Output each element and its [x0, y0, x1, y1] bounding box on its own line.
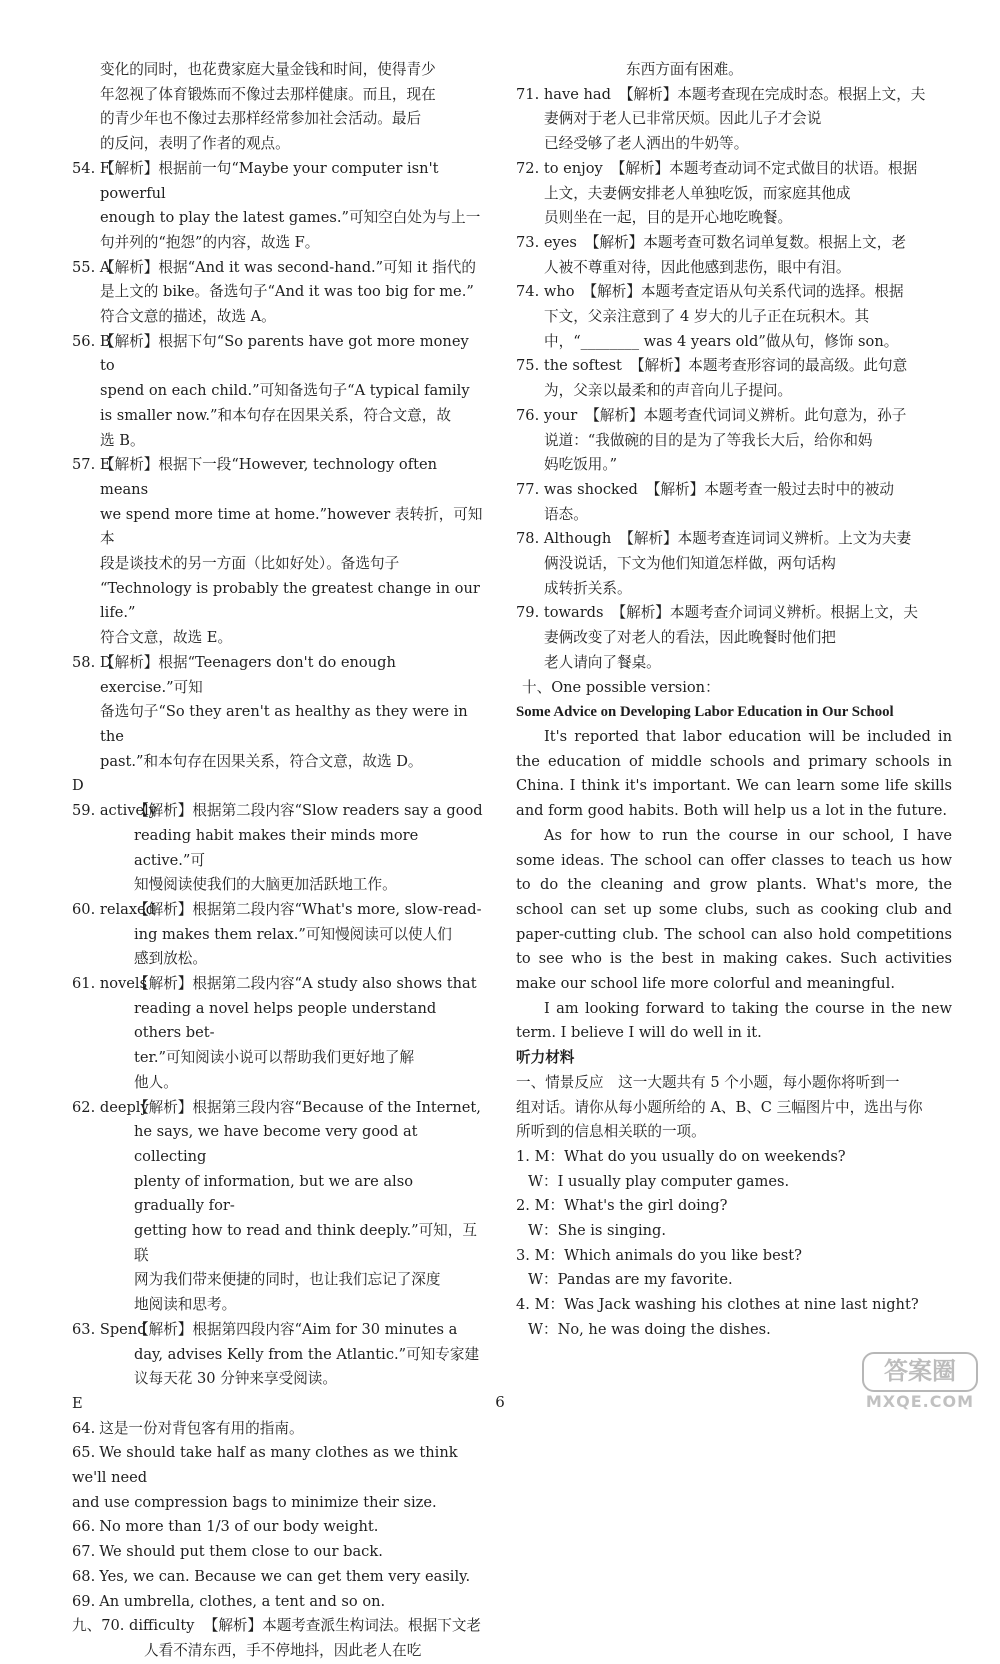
text-line: 【解析】根据“Teenagers don't do enough exercise.”可知: [100, 653, 396, 696]
listening-intro: [516, 1071, 952, 1145]
watermark-logo: [858, 1352, 978, 1412]
text-line: 中，“________ was 4 years old”做从句，修饰 son。: [544, 332, 899, 350]
text-line: 感到放松。: [134, 950, 207, 968]
text-line: we spend more time at home.”however 表转折，可知本: [100, 505, 483, 548]
text-line: is smaller now.”和本句存在因果关系，符合文意，故: [100, 406, 451, 424]
answer-53-continuation: [72, 58, 486, 157]
answer-item: [72, 1590, 486, 1615]
text-line: 一、情景反应 这一大题共有 5 个小题，每小题你将听到一: [516, 1073, 900, 1091]
essay-body: [516, 725, 952, 1046]
dialogues: [516, 1145, 952, 1343]
answer-item: [72, 157, 486, 256]
answer-number: 76. your: [516, 406, 578, 424]
answer-first-line: [516, 601, 952, 626]
answer-number: 60. relaxed: [72, 900, 156, 918]
answer-first-line: [516, 527, 952, 552]
answer-number: 69.: [72, 1592, 96, 1610]
text-line: 【解析】本题考查一般过去时中的被动: [645, 480, 894, 498]
dialogue-answer: W：I usually play computer games.: [528, 1172, 790, 1190]
text-line: 变化的同时，也花费家庭大量金钱和时间，使得青少: [100, 61, 436, 78]
text-line: 【解析】本题考查形容词的最高级。此句意: [629, 357, 908, 375]
essay-paragraph: As for how to run the course in our school, I have some ideas. The school can offer classes to teach us how to do the cleaning and grow plants. What's more, the school can set up some clubs, such as cooking club and paper-cutting club. The school can also hold competitions to see who is the best in making cakes. Such activities make our school life more colorful and meaningful.: [516, 826, 952, 993]
answer-number: 79. towards: [516, 604, 604, 622]
section-heading-e: E: [72, 1394, 83, 1412]
text-line: 知慢阅读使我们的大脑更加活跃地工作。: [134, 876, 397, 894]
answer-70: [72, 1614, 486, 1663]
text-line: 妈吃饭用。”: [544, 456, 618, 474]
text-line: 这是一份对背包客有用的指南。: [99, 1419, 304, 1437]
answer-item: [72, 1540, 486, 1565]
essay-paragraph: It's reported that labor education will be included in the education of middle schools and primary schools in China. I think it's important. We can learn some life skills and form good habits. Both will help us a lot in the future.: [516, 727, 952, 820]
answer-number: 77. was shocked: [516, 480, 638, 498]
answer-item: [72, 972, 486, 1096]
answer-item: [72, 799, 486, 898]
text-line: 成转折关系。: [544, 579, 632, 597]
answer-first-line: [516, 404, 952, 429]
text-line: 【解析】根据第二段内容“A study also shows that: [134, 975, 477, 993]
text-line: 【解析】本题考查现在完成时态。根据上文，夫: [618, 85, 926, 103]
answer-first-line: [516, 478, 952, 503]
answer-number: 71. have had: [516, 85, 611, 103]
answer-number: 55. A: [72, 258, 111, 276]
text-line: 说道：“我做碗的目的是为了等我长大后，给你和妈: [544, 431, 873, 449]
text-line: 【解析】根据“And it was second-hand.”可知 it 指代的: [100, 258, 476, 276]
answers-54-58: [72, 157, 486, 775]
text-line: 员则坐在一起，目的是开心地吃晚餐。: [544, 209, 793, 227]
answer-number: 62. deeply: [72, 1098, 149, 1116]
text-line: 网为我们带来便捷的同时，也让我们忘记了深度: [134, 1271, 441, 1289]
text-line: “Technology is probably the greatest change in our life.”: [100, 579, 480, 622]
text-line: 年忽视了体育锻炼而不像过去那样健康。而且，现在: [100, 85, 436, 103]
text-line: reading habit makes their minds more active.”可: [134, 826, 419, 869]
answer-number: 九、70. difficulty: [72, 1617, 195, 1635]
section-heading-d: D: [72, 777, 84, 795]
dialogue-question: 4. M：Was Jack washing his clothes at nine last night?: [516, 1296, 919, 1314]
answer-item: [72, 453, 486, 651]
dialogue-question: 1. M：What do you usually do on weekends?: [516, 1147, 846, 1165]
text-line: 为，父亲以最柔和的声音向儿子提问。: [544, 382, 793, 400]
text-line: 【解析】本题考查代词词义辨析。此句意为，孙子: [585, 406, 907, 424]
text-line: 符合文意的描述，故选 A。: [100, 308, 276, 326]
text-line: 议每天花 30 分钟来享受阅读。: [134, 1370, 337, 1388]
dialogue-answer: W：Pandas are my favorite.: [528, 1271, 733, 1289]
answers-71-79: [516, 83, 952, 676]
text-line: 【解析】根据第二段内容“Slow readers say a good: [134, 802, 483, 820]
text-line: 人看不清东西，手不停地抖，因此老人在吃: [144, 1642, 422, 1659]
text-line: 俩没说话，下文为他们知道怎样做，两句话构: [544, 555, 836, 573]
text-line: ing makes them relax.”可知慢阅读可以使人们: [134, 925, 452, 943]
answer-item: [72, 1417, 486, 1442]
text-line: day, advises Kelly from the Atlantic.”可知专家建: [134, 1345, 480, 1363]
answer-item: [516, 478, 952, 527]
text-line: 【解析】根据下一段“However, technology often means: [100, 456, 438, 498]
answer-item: [516, 527, 952, 601]
answer-item: [516, 83, 952, 157]
left-column: [72, 58, 486, 1664]
page-number: 6: [495, 1393, 505, 1411]
text-line: 【解析】根据前一句“Maybe your computer isn't powerful: [100, 159, 439, 202]
right-column: [516, 58, 952, 1343]
answer-number: 56. B: [72, 332, 111, 350]
text-line: 的青少年也不像过去那样经常参加社会活动。最后: [100, 110, 422, 128]
answer-item: [72, 330, 486, 454]
answer-item: [72, 651, 486, 775]
text-line: he says, we have become very good at collecting: [134, 1123, 418, 1165]
text-line: 句并列的“抱怨”的内容，故选 F。: [100, 233, 320, 251]
text-line: 【解析】根据下句“So parents have got more money to: [100, 332, 469, 375]
text-line: We should take half as many clothes as we think we'll need: [72, 1444, 458, 1487]
dialogue-question: 3. M：Which animals do you like best?: [516, 1246, 802, 1264]
text-line: No more than 1/3 of our body weight.: [99, 1518, 379, 1536]
answer-item: [72, 256, 486, 330]
answer-number: 74. who: [516, 283, 575, 301]
answer-first-line: [516, 280, 952, 305]
text-line: 组对话。请你从每小题所给的 A、B、C 三幅图片中，选出与你: [516, 1098, 923, 1116]
answers-59-63: [72, 799, 486, 1392]
text-line: 段是谈技术的另一方面（比如好处）。备选句子: [100, 555, 400, 573]
text-line: past.”和本句存在因果关系，符合文意，故选 D。: [100, 752, 423, 770]
answer-number: 58. D: [72, 653, 112, 671]
answer-item: [516, 354, 952, 403]
text-line: Yes, we can. Because we can get them very easily.: [99, 1567, 471, 1585]
text-line: 选 B。: [100, 431, 145, 449]
text-line: and use compression bags to minimize their size.: [72, 1493, 437, 1511]
essay-paragraph: I am looking forward to taking the course in the new term. I believe I will do well in it.: [516, 999, 952, 1042]
answers-64-69: [72, 1417, 486, 1615]
answer-number: 63. Spend: [72, 1320, 147, 1338]
text-line: 语态。: [544, 505, 588, 523]
text-line: 已经受够了老人洒出的牛奶等。: [544, 135, 749, 153]
text-line: 是上文的 bike。备选句子“And it was too big for me.”: [100, 283, 474, 301]
text-line: 备选句子“So they aren't as healthy as they were in the: [100, 703, 468, 745]
text-line: 老人请向了餐桌。: [544, 653, 661, 671]
text-line: 符合文意，故选 E。: [100, 629, 233, 647]
text-line: 妻俩对于老人已非常厌烦。因此儿子才会说: [544, 110, 822, 128]
answer-number: 61. novels: [72, 975, 148, 993]
text-line: 【解析】根据第三段内容“Because of the Internet,: [134, 1098, 481, 1116]
answer-number: 68.: [72, 1567, 96, 1585]
answer-item: [72, 1441, 486, 1515]
answer-item: [516, 231, 952, 280]
text-line: 【解析】根据第四段内容“Aim for 30 minutes a: [134, 1320, 458, 1338]
dialogue-question: 2. M：What's the girl doing?: [516, 1197, 728, 1215]
answer-number: 66.: [72, 1518, 96, 1536]
text-line: 【解析】本题考查动词不定式做目的状语。根据: [610, 159, 918, 177]
section-ten-heading: 十、One possible version：: [522, 678, 720, 696]
answer-number: 57. E: [72, 456, 111, 474]
answer-first-line: [516, 83, 952, 108]
answer-first-line: [516, 231, 952, 256]
text-line: enough to play the latest games.”可知空白处为与上一: [100, 209, 481, 227]
answer-item: [516, 280, 952, 354]
answer-item: [72, 1318, 486, 1392]
answer-item: [72, 898, 486, 972]
text-line: 人被不尊重对待，因此他感到悲伤，眼中有泪。: [544, 258, 851, 276]
text-line: We should put them close to our back.: [99, 1543, 383, 1561]
text-line: 【解析】本题考查定语从句关系代词的选择。根据: [582, 283, 904, 301]
text-line: 【解析】根据第二段内容“What's more, slow-read-: [134, 900, 482, 918]
watermark-text: 答案圈: [862, 1352, 978, 1392]
answer-item: [72, 1565, 486, 1590]
text-line: 下文，父亲注意到了 4 岁大的儿子正在玩积木。其: [544, 308, 870, 326]
answer-number: 72. to enjoy: [516, 159, 603, 177]
answer-number: 54. F: [72, 159, 110, 177]
answer-number: 67.: [72, 1543, 96, 1561]
answer-70-continuation: 东西方面有困难。: [626, 61, 743, 78]
answer-item: [516, 601, 952, 675]
text-line: reading a novel helps people understand others bet-: [134, 999, 437, 1042]
text-line: spend on each child.”可知备选句子“A typical family: [100, 382, 470, 400]
answer-item: [516, 157, 952, 231]
answer-first-line: [516, 157, 952, 182]
text-line: 妻俩改变了对老人的看法，因此晚餐时他们把: [544, 629, 836, 647]
answer-number: 59. actively: [72, 802, 158, 820]
text-line: 上文，夫妻俩安排老人单独吃饭，而家庭其他成: [544, 184, 851, 202]
answer-number: 78. Although: [516, 530, 612, 548]
answer-number: 73. eyes: [516, 233, 577, 251]
answer-number: 75. the softest: [516, 357, 622, 375]
answer-item: [72, 1096, 486, 1318]
text-line: plenty of information, but we are also gradually for-: [134, 1172, 413, 1215]
text-line: ter.”可知阅读小说可以帮助我们更好地了解: [134, 1049, 415, 1067]
answer-item: [516, 404, 952, 478]
text-line: 地阅读和思考。: [134, 1296, 237, 1314]
text-line: 所听到的信息相关联的一项。: [516, 1123, 706, 1141]
watermark-url: MXQE.COM: [865, 1392, 974, 1411]
listening-heading: 听力材料: [516, 1049, 575, 1067]
answer-number: 64.: [72, 1419, 96, 1437]
answer-first-line: [516, 354, 952, 379]
text-line: 的反问，表明了作者的观点。: [100, 135, 290, 153]
essay-title: Some Advice on Developing Labor Education in Our School: [516, 704, 894, 721]
answer-item: [72, 1515, 486, 1540]
text-line: 【解析】本题考查连词词义辨析。上文为夫妻: [619, 530, 912, 548]
text-line: 【解析】本题考查派生构词法。根据下文老: [203, 1617, 482, 1635]
text-line: An umbrella, clothes, a tent and so on.: [99, 1592, 386, 1610]
answer-number: 65.: [72, 1444, 96, 1462]
dialogue-answer: W：She is singing.: [528, 1222, 667, 1240]
text-line: 【解析】本题考查可数名词单复数。根据上文，老: [584, 233, 906, 251]
dialogue-answer: W：No, he was doing the dishes.: [528, 1320, 771, 1338]
text-line: 他人。: [134, 1073, 178, 1091]
text-line: getting how to read and think deeply.”可知，互联: [134, 1222, 477, 1264]
text-line: 【解析】本题考查介词词义辨析。根据上文，夫: [611, 604, 918, 622]
